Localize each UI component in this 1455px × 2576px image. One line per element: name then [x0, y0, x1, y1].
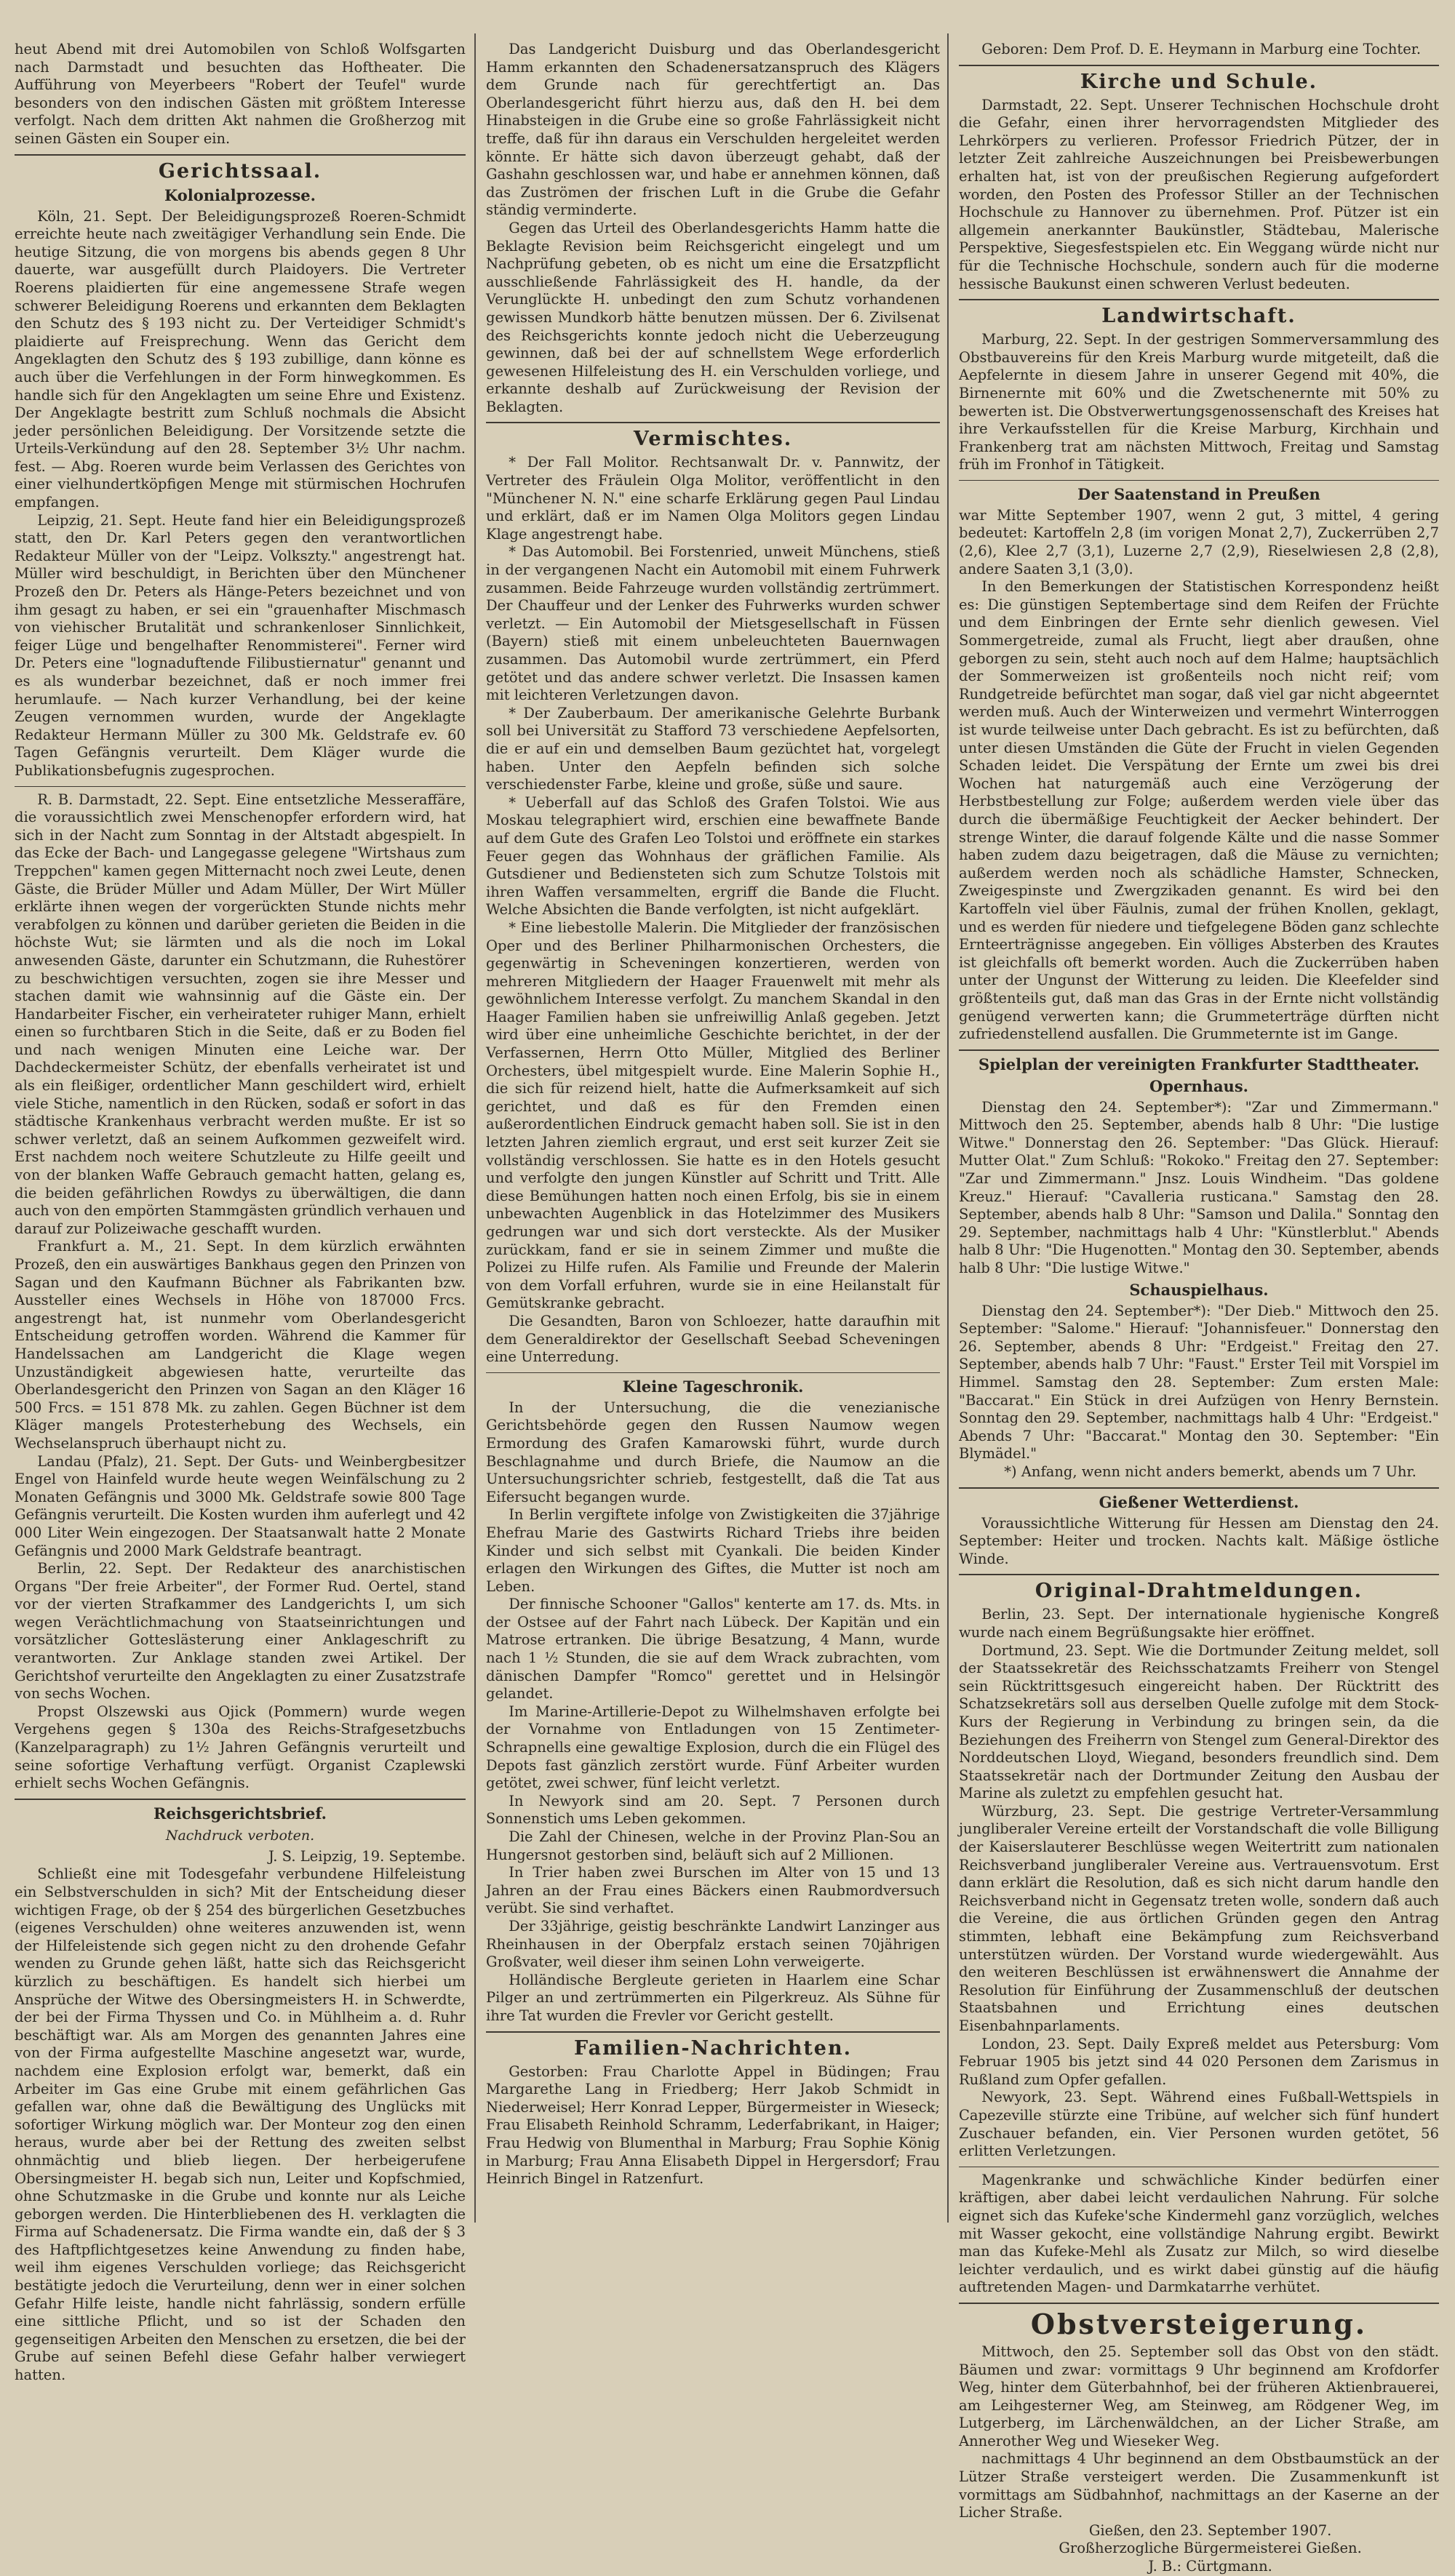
article-paragraph: Dienstag den 24. September*): "Zar und Zimmermann." Mittwoch den 25. September, abends halb 8 Uhr: "Die lustige Witwe." Donnerstag den 26. September: "Das Glück. Hierauf: Mutter Olat." Zum Schluß: "Rokoko." Freitag den 27. September: "Zar und Zimmermann." Jnsz. Louis Windheim. "Das goldene Kreuz." Hierauf: "Cavalleria rusticana." Samstag den 28. September, abends halb 8 Uhr: "Samson und Dalila." Sonntag den 29. September, nachmittags halb 4 Uhr: "Künstlerblut." Abends halb 8 Uhr: "Die Hugenotten." Montag den 30. September, abends halb 8 Uhr: "Die lustige Witwe."	[959, 1098, 1439, 1277]
section-title-tageschronik: Kleine Tageschronik.	[622, 1377, 804, 1396]
section-title-spielplan: Spielplan der vereinigten Frankfurter Stadttheater.	[978, 1055, 1420, 1073]
section-title-wetterdienst: Gießener Wetterdienst.	[1099, 1492, 1299, 1511]
section-title-gerichtssaal: Gerichtssaal.	[158, 159, 322, 183]
article-paragraph: Darmstadt, 22. Sept. Unserer Technischen Hochschule droht die Gefahr, einen ihrer hervorragendsten Mitglieder des Lehrkörpers zu verlieren. Professor Friedrich Pützer, der in letzter Zeit zahlreiche Auszeichnungen bei Preisbewerbungen erhalten hat, ist von der preußischen Regierung aufgefordert worden, den Posten des Professor Stiller an der Technischen Hochschule zu Hannover zu übernehmen. Prof. Pützer ist ein allgemein anerkannter Baukünstler, Städtebau, Malerische Perspektive, Siegesfestspielen etc. Ein Weggang würde nicht nur für die Technische Hochschule, sondern auch für die moderne hessische Baukunst einen schweren Verlust bedeuten.	[959, 96, 1439, 292]
article-paragraph: war Mitte September 1907, wenn 2 gut, 3 mittel, 4 gering bedeutet: Kartoffeln 2,8 (im vorigen Monat 2,7), Zuckerrüben 2,7 (2,6), Klee 2,7 (3,1), Luzerne 2,7 (2,9), Rieselwiesen 2,8 (2,8), andere Saaten 3,1 (3,0).	[959, 506, 1439, 577]
section-title-obstversteigerung: Obstversteigerung.	[1030, 2307, 1368, 2340]
article-paragraph: Holländische Bergleute gerieten in Haarlem eine Schar Pilger an und zertrümmerten ein Pilgerkreuz. Als Sühne für ihre Tat wurden die Frevler vor Gericht gestellt.	[486, 1971, 940, 2024]
section-title-familien: Familien-Nachrichten.	[573, 2036, 853, 2060]
section-title-reichsgerichtsbrief: Reichsgerichtsbrief.	[153, 1804, 327, 1823]
article-paragraph: In der Untersuchung, die die venezianische Gerichtsbehörde gegen den Russen Naumow wegen Ermordung des Grafen Kamarowski führt, wurde durch Beschlagnahme und durch Briefe, die Naumow an die Untersuchungsrichter schrieb, festgestellt, daß die Tat aus Eifersucht begangen wurde.	[486, 1399, 940, 1505]
intro-paragraph: heut Abend mit drei Automobilen von Schloß Wolfsgarten nach Darmstadt und besuchten das Hoftheater. Die Aufführung von Meyerbeers "Robert der Teufel" wurde besonders von den indischen Gästen mit größtem Interesse verfolgt. Nach dem dritten Akt nahmen die Großherzog mit seinen Gästen ein Souper ein.	[15, 41, 466, 147]
section-subtitle-saatenstand: Der Saatenstand in Preußen	[1077, 484, 1320, 503]
column-divider	[947, 33, 949, 2223]
article-paragraph: Landau (Pfalz), 21. Sept. Der Guts- und Weinbergbesitzer Engel von Hainfeld wurde heute wegen Weinfälschung zu 2 Monaten Gefängnis und 3000 Mk. Geldstrafe sowie 800 Tage Gefängnis verurteilt. Die Kosten wurden ihm auferlegt und 42 000 Liter Wein eingezogen. Der Staatsanwalt hatte 2 Monate Gefängnis und 2000 Mark Geldstrafe beantragt.	[15, 1452, 466, 1559]
section-subtitle-schauspielhaus: Schauspielhaus.	[1129, 1280, 1269, 1299]
section-divider	[959, 1049, 1439, 1051]
article-paragraph: Köln, 21. Sept. Der Beleidigungsprozeß Roeren-Schmidt erreichte heute nach zweitägiger Verhandlung sein Ende. Die heutige Sitzung, die von morgens bis abends gegen 8 Uhr dauerte, war ausgefüllt durch Plaidoyers. Die Vertreter Roerens plaidierten für eine angemessene Strafe wegen schwerer Beleidigung Roerens und erkannten dem Beklagten den Schutz des § 193 nicht zu. Der Verteidiger Schmidt's plaidierte auf Freisprechung. Wenn das Gericht dem Angeklagten den Schutz des § 193 zubillige, dann könne es auch über die Verfehlungen in der Form hinwegkommen. Es handle sich für den Angeklagten um seine Ehre und Existenz. Der Angeklagte bestritt zum Schluß nochmals die Absicht jeder persönlichen Beleidigung. Der Vorsitzende setzte die Urteils-Verkündung auf den 28. September 3½ Uhr nachm. fest. — Abg. Roeren wurde beim Verlassen des Gerichtes von einer vielhundertköpfigen Menge mit stürmischen Hochrufen empfangen.	[15, 207, 466, 511]
column-middle	[486, 41, 940, 2215]
footnote: *) Anfang, wenn nicht anders bemerkt, abends um 7 Uhr.	[1004, 1463, 1416, 1480]
column-left	[15, 41, 466, 2384]
section-divider	[959, 65, 1439, 66]
article-paragraph: Newyork, 23. Sept. Während eines Fußball-Wettspiels in Capezeville stürzte eine Tribüne, auf welcher sich fünf hundert Zuschauer befanden, ein. Vier Personen wurden getötet, 56 erlitten Verletzungen.	[959, 2089, 1439, 2160]
article-paragraph: Marburg, 22. Sept. In der gestrigen Sommerversammlung des Obstbauvereins für den Kreis Marburg wurde mitgeteilt, daß die Aepfelernte in diesem Jahre in unserer Gegend mit 40%, die Birnenernte mit 60% und die Zwetschenernte mit 50% zu bewerten ist. Die Obstverwertungsgenossenschaft des Kreises hat ihre Verkaufsstellen für die Kreise Marburg, Kirchhain und Frankenberg trat am nächsten Mittwoch, Freitag und Samstag früh im Fronhof in Tätigkeit.	[959, 331, 1439, 473]
article-paragraph: * Das Automobil. Bei Forstenried, unweit Münchens, stieß in der vergangenen Nacht ein Automobil mit einem Fuhrwerk zusammen. Beide Fahrzeuge wurden vollständig zertrümmert. Der Chauffeur und der Lenker des Fuhrwerks wurden schwer verletzt. — Ein Automobil der Mietsgesellschaft in Füssen (Bayern) stieß mit einem unbeleuchteten Bauernwagen zusammen. Das Automobil wurde zertrümmert, ein Pferd getötet und das andere schwer verletzt. Die Insassen kamen mit leichteren Verletzungen davon.	[486, 543, 940, 704]
section-divider	[959, 2303, 1439, 2304]
article-paragraph: Geboren: Dem Prof. D. E. Heymann in Marburg eine Tochter.	[981, 41, 1422, 57]
article-paragraph: Mittwoch, den 25. September soll das Obst von den städt. Bäumen und zwar: vormittags 9 Uhr beginnend am Krofdorfer Weg, hinter dem Güterbahnhof, bei der früheren Aktienbrauerei, am Leihgesterner Weg, am Steinweg, am Rödgener Weg, im Lutgerberg, im Lärchenwäldchen, an der Licher Straße, am Annerother Weg und Wieseker Weg.	[959, 2343, 1439, 2449]
article-paragraph: * Eine liebestolle Malerin. Die Mitglieder der französischen Oper und des Berliner Philharmonischen Orchesters, die gegenwärtig in Scheveningen konzertieren, werden von mehreren Mitgliedern der Haager Frauenwelt mit mehr als gewöhnlichem Interesse verfolgt. Zu manchem Skandal in den Haager Familien haben sie unfreiwillig Anlaß gegeben. Jetzt wird über eine unheimliche Geschichte berichtet, in der der Verfassernen, Herrn Otto Müller, Mitglied des Berliner Orchesters, übel mitgespielt wurde. Eine Malerin Sophie H., die sich für reizend hielt, hatte die Aufmerksamkeit auf sich gerichtet, und daß es für den Fremden einen außerordentlichen Eindruck gemacht haben soll. Sie ist in den letzten Jahren ziemlich ergraut, und erst seit kurzer Zeit sie vollständig verschlossen. Sie hatte es in den Hotels gesucht und verfolgte den jungen Künstler auf Schritt und Tritt. Alle diese Bemühungen hatten noch einen Erfolg, bis sie in einem unbewachten Augenblick in das Hotelzimmer des Musikers gedrungen war und sich dort versteckte. Als der Musiker zurückkam, fand er sie in seinem Zimmer und mußte die Polizei zu Hilfe rufen. Als Familie und Freunde der Malerin von dem Vorfall erfuhren, wurde sie in eine Heilanstalt für Gemütskranke gebracht.	[486, 919, 940, 1312]
section-divider	[959, 1574, 1439, 1575]
article-paragraph: Propst Olszewski aus Ojick (Pommern) wurde wegen Vergehens gegen § 130a des Reichs-Strafgesetzbuchs (Kanzelparagraph) zu 1½ Jahren Gefängnis verurteilt und seine sofortige Verhaftung verfügt. Organist Czaplewski erhielt sechs Wochen Gefängnis.	[15, 1703, 466, 1792]
section-divider	[15, 1799, 466, 1800]
article-paragraph: Leipzig, 21. Sept. Heute fand hier ein Beleidigungsprozeß statt, den Dr. Karl Peters gegen den verantwortlichen Redakteur Müller von der "Leipz. Volkszty." angestrengt hat. Müller wird beschuldigt, in Berichten über den Münchener Prozeß den Dr. Peters als Hänge-Peters bezeichnet und von ihm gesagt zu haben, er sei ein "grauenhafter Mischmasch von viehischer Brutalität und schrankenloser Sinnlichkeit, feiger Lüge und bengelhafter Renommisterei". Ferner wird Dr. Peters eine "lognaduftende Filibustiernatur" genannt und es als wunderbar bezeichnet, daß er noch immer frei herumlaufe. — Nach kurzer Verhandlung, bei der keine Zeugen vernommen wurden, wurde der Angeklagte Redakteur Hermann Müller zu 300 Mk. Geldstrafe ev. 60 Tagen Gefängnis verurteilt. Dem Kläger wurde die Publikationsbefugnis zugesprochen.	[15, 511, 466, 779]
section-subtitle: Kolonialprozesse.	[164, 185, 316, 204]
closing-office: Großherzogliche Bürgermeisterei Gießen.	[1059, 2540, 1362, 2557]
section-subtitle: Nachdruck verboten.	[165, 1827, 315, 1844]
dateline: J. S. Leipzig, 19. Septembe.	[268, 1847, 466, 1865]
section-divider	[959, 299, 1439, 300]
article-paragraph: * Der Fall Molitor. Rechtsanwalt Dr. v. Pannwitz, der Vertreter des Fräulein Olga Molitor, veröffentlicht in den "Münchener N. N." eine scharfe Erklärung gegen Paul Lindau und erklärt, daß er im Namen Olga Molitors gegen Lindau Klage angestrengt habe.	[486, 454, 940, 543]
section-divider	[486, 1372, 940, 1373]
article-paragraph: nachmittags 4 Uhr beginnend an dem Obstbaumstück an der Lützer Straße versteigert werden. Die Zusammenkunft ist vormittags am Südbahnhof, nachmittags an der Kaserne an der Licher Straße.	[959, 2450, 1439, 2521]
advertisement-notice: Magenkranke und schwächliche Kinder bedürfen einer kräftigen, aber dabei leicht verdaulichen Nahrung. Für solche eignet sich das Kufeke'sche Kindermehl ganz vorzüglich, welches mit Wasser gekocht, eine vollständige Nahrung ergibt. Bewirkt man das Kufeke-Mehl als Zusatz zur Milch, so wird dieselbe leichter verdaulich, und es wirkt dabei günstig auf die häufig auftretenden Magen- und Darmkatarrhe verhütet.	[959, 2171, 1439, 2296]
article-paragraph: Voraussichtliche Witterung für Hessen am Dienstag den 24. September: Heiter und trocken. Nachts kalt. Mäßige östliche Winde.	[959, 1514, 1439, 1567]
closing-place: Gießen, den 23. September 1907.	[1088, 2521, 1332, 2539]
section-divider	[959, 480, 1439, 481]
article-paragraph: Dortmund, 23. Sept. Wie die Dortmunder Zeitung meldet, soll der Staatssekretär des Reichsschatzamts Freiherr von Stengel sein Rücktrittsgesuch eingereicht haben. Der Rücktritt des Schatzsekretärs soll aus derselben Quelle zufolge mit dem Stock-Kurs der Regierung in Verbindung zu bringen sein, da die Beziehungen des Freiherrn von Stengel zum General-Direktor des Norddeutschen Lloyd, Wiegand, besonders freundlich sind. Dem Staatssekretär nach der Dortmunder Zeitung den Ausbau der Marine als zuletzt zu empfehlen gesucht hat.	[959, 1641, 1439, 1802]
article-paragraph: In Newyork sind am 20. Sept. 7 Personen durch Sonnenstich ums Leben gekommen.	[486, 1792, 940, 1828]
article-paragraph: Würzburg, 23. Sept. Die gestrige Vertreter-Versammlung jungliberaler Vereine erteilt der Vorstandschaft die volle Billigung der Kaiserslauterer Beschlüsse wegen Weitertritt zum nationalen Reichsverband jungliberaler Vereine aus. Vertrauensvotum. Erst dann erklärt die Resolution, daß es sich nicht darum handle den Reichsverband nicht in Gegensatz treten wolle, sondern daß auch die Vereine, die aus örtlichen Gründen gegen den Antrag stimmten, lebhaft eine Bekämpfung zum Reichsverband unterstützen würden. Der Vorstand wurde wiedergewählt. Aus den weiteren Beschlüssen ist erwähnenswert die Annahme der Resolution für Einführung der Zusammenschluß der deutschen Staatsbahnen und Errichtung eines deutschen Eisenbahnparlaments.	[959, 1802, 1439, 2034]
article-paragraph: Die Gesandten, Baron von Schloezer, hatte daraufhin mit dem Generaldirektor der Gesellschaft Seebad Scheveningen eine Unterredung.	[486, 1312, 940, 1366]
section-subtitle-opernhaus: Opernhaus.	[1149, 1076, 1248, 1095]
section-title-drahtmeldungen: Original-Drahtmeldungen.	[1035, 1580, 1363, 1603]
section-title-landwirtschaft: Landwirtschaft.	[1101, 305, 1296, 328]
section-divider	[15, 786, 466, 787]
article-paragraph: Berlin, 22. Sept. Der Redakteur des anarchistischen Organs "Der freie Arbeiter", der Former Rud. Oertel, stand vor der vierten Strafkammer des Landgerichts I, um sich wegen Verächtlichmachung von Staatseinrichtungen und vorsätzlicher Gotteslästerung einer Anklageschrift zu verantworten. Zur Anklage standen zwei Artikel. Der Gerichtshof verurteilte den Angeklagten zu einer Zusatzstrafe von sechs Wochen.	[15, 1560, 466, 1703]
article-paragraph: Der 33jährige, geistig beschränkte Landwirt Lanzinger aus Rheinhausen in der Oberpfalz erstach seinen 70jährigen Großvater, weil dieser ihm seinen Lohn verweigerte.	[486, 1917, 940, 1971]
article-paragraph: Gestorben: Frau Charlotte Appel in Büdingen; Frau Margarethe Lang in Friedberg; Herr Jakob Schmidt in Niederweisel; Herr Konrad Lepper, Bürgermeister in Wieseck; Frau Elisabeth Reinhold Schramm, Lederfabrikant, in Haiger; Frau Hedwig von Blumenthal in Marburg; Frau Sophie König in Marburg; Frau Anna Elisabeth Dippel in Hergersdorf; Frau Heinrich Bingel in Ratzenfurt.	[486, 2063, 940, 2188]
column-right	[959, 41, 1439, 2575]
article-paragraph: Im Marine-Artillerie-Depot zu Wilhelmshaven erfolgte bei der Vornahme von Entladungen von 15 Zentimeter-Schrapnells eine gewaltige Explosion, durch die ein Flügel des Depots fast gänzlich zerstört wurde. Fünf Arbeiter wurden getötet, zwei schwer, fünf leicht verletzt.	[486, 1703, 940, 1792]
article-paragraph: London, 23. Sept. Daily Expreß meldet aus Petersburg: Vom Februar 1905 bis jetzt sind 44 020 Personen dem Zarismus in Rußland zum Opfer gefallen.	[959, 2035, 1439, 2088]
closing-name: J. B.: Cürtgmann.	[1148, 2558, 1272, 2575]
article-paragraph: Dienstag den 24. September*): "Der Dieb." Mittwoch den 25. September: "Salome." Hierauf: "Johannisfeuer." Donnerstag den 26. September, abends 8 Uhr: "Erdgeist." Freitag den 27. September, abends halb 7 Uhr: "Faust." Erster Teil mit Vorspiel im Himmel. Samstag den 28. September: Zum ersten Male: "Baccarat." Ein Stück in drei Aufzügen von Henry Bernstein. Sonntag den 29. September, nachmittags halb 4 Uhr: "Erdgeist." Abends 7 Uhr: "Baccarat." Montag den 30. September: "Ein Blymädel."	[959, 1302, 1439, 1463]
article-paragraph: Berlin, 23. Sept. Der internationale hygienische Kongreß wurde nach einem Begrüßungsakte hier eröffnet.	[959, 1606, 1439, 1641]
column-divider	[474, 33, 476, 2223]
article-paragraph: * Ueberfall auf das Schloß des Grafen Tolstoi. Wie aus Moskau telegraphiert wird, erschien eine bewaffnete Bande auf dem Gute des Grafen Leo Tolstoi und eröffnete ein starkes Feuer gegen das Wohnhaus der gräflichen Familie. Als Gutsdiener und Bediensteten sich zum Schutze Tolstois mit ihren Waffen versammelten, ergriff die Bande die Flucht. Welche Absichten die Bande verfolgten, ist nicht aufgeklärt.	[486, 793, 940, 919]
section-divider	[486, 422, 940, 423]
article-paragraph: * Der Zauberbaum. Der amerikanische Gelehrte Burbank soll bei Universität zu Stafford 73 verschiedene Aepfelsorten, die er auf ein und demselben Baum gezüchtet hat, vorgelegt haben. Unter den Aepfeln befinden sich solche verschiedenster Farbe, kleine und große, süße und saure.	[486, 704, 940, 793]
article-paragraph: In den Bemerkungen der Statistischen Korrespondenz heißt es: Die günstigen Septembertage sind dem Reifen der Früchte und dem Einbringen der Ernte sehr dienlich gewesen. Viel Sommergetreide, zumal als Frucht, liegt aber draußen, ohne geborgen zu sein, steht auch noch auf dem Halme; hauptsächlich der Sommerweizen ist großenteils noch nicht reif; vom Rundgetreide befürchtet man sogar, daß viel gar nicht abgeerntet werden muß. Auch der Winterweizen und vermehrt Winterroggen ist wurde teilweise unter Dach gebracht. Es ist zu befürchten, daß unter diesen Umständen die Güte der Frucht in vielen Gegenden Schaden leidet. Die Verspätung der Ernte um zwei bis drei Wochen hat naturgemäß auch eine Verzögerung der Herbstbestellung zur Folge; außerdem werden viele über das durch die übermäßige Feuchtigkeit der Aecker behindert. Der strenge Winter, die darauf folgende Kälte und die nasse Sommer haben zudem dazu beigetragen, daß die Mäuse zu vernichten; außerdem werden noch als schädliche Hamster, Schnecken, Zweigespinste und Zwergzikaden genannt. Es wird bei den Kartoffeln viel über Fäulnis, zumal der frühen Knollen, geklagt, und es werden für niedere und tiefgelegene Böden ganz schlechte Ernteerträgnisse angegeben. Ein völliges Absterben des Krautes ist gleichfalls oft bemerkt worden. Auch die Zuckerrüben haben unter der Ungunst der Witterung zu leiden. Die Kleefelder sind größtenteils gut, daß man das Gras in der Ernte nicht vollständig genügend verwerten kann; die Grummeterträge dürften nicht zufriedenstellend ausfallen. Die Grummeternte ist im Gange.	[959, 578, 1439, 1043]
article-paragraph: R. B. Darmstadt, 22. Sept. Eine entsetzliche Messeraffäre, die voraussichtlich zwei Menschenopfer erfordern wird, hat sich in der Nacht zum Sonntag in der Altstadt abgespielt. In das Ecke der Bach- und Langegasse gelegene "Wirtshaus zum Treppchen" kamen gegen Mitternacht noch zwei Leute, denen Gäste, die Brüder Müller und Adam Müller, Der Wirt Müller erklärte ihnen wegen der vorgerückten Stunde nichts mehr verabfolgen zu können und darüber gerieten die Beiden in die höchste Wut; sie lärmten und als die noch im Lokal anwesenden Gäste, darunter ein Schutzmann, die Ruhestörer zu beschwichtigen versuchten, zogen sie ihre Messer und stachen damit wie wahnsinnig auf die Gäste ein. Der Handarbeiter Fischer, ein verheirateter ruhiger Mann, erhielt einen so furchtbaren Stich in die Seite, daß er zu Boden fiel und nach wenigen Minuten eine Leiche war. Der Dachdeckermeister Schütz, der ebenfalls verheiratet ist und als ein fleißiger, ordentlicher Mann geschildert wird, erhielt viele Stiche, namentlich in den Rücken, sodaß er sofort in das städtische Krankenhaus verbracht werden mußte. Er ist so schwer verletzt, daß an seinem Aufkommen gezweifelt wird. Erst nachdem noch weitere Schutzleute zu Hilfe geeilt und von der blanken Waffe Gebrauch gemacht hatten, gelang es, die beiden gefährlichen Rowdys zu überwältigen, die dann auch von den empörten Stammgästen gründlich verhauen und darauf zur Polizeiwache geschafft wurden.	[15, 791, 466, 1237]
section-divider	[486, 2031, 940, 2033]
article-paragraph: Das Landgericht Duisburg und das Oberlandesgericht Hamm erkannten den Schadenersatzanspruch des Klägers dem Grunde nach für gerechtfertigt an. Das Oberlandesgericht führt hierzu aus, daß den H. bei dem Hinabsteigen in die Grube eine so große Fahrlässigkeit nicht treffe, daß für ihn daraus ein Verschulden hergeleitet werden könnte. Er hätte sich davon überzeugt gehabt, daß der Gashahn geschlossen war, und habe er annehmen können, daß das Zuströmen der frischen Luft in die Grube die Gefahr ständig verminderte.	[486, 41, 940, 219]
section-title-vermischtes: Vermischtes.	[633, 428, 793, 451]
article-paragraph: Die Zahl der Chinesen, welche in der Provinz Plan-Sou an Hungersnot gestorben sind, beläuft sich auf 2 Millionen.	[486, 1828, 940, 1863]
article-paragraph: Der finnische Schooner "Gallos" kenterte am 17. ds. Mts. in der Ostsee auf der Fahrt nach Lübeck. Der Kapitän und ein Matrose ertranken. Die übrige Besatzung, 4 Mann, wurde nach 1 ½ Stunden, die sie auf dem Wrack zubrachten, vom dänischen Dampfer "Romco" gerettet und in Helsingör gelandet.	[486, 1596, 940, 1703]
article-paragraph: Frankfurt a. M., 21. Sept. In dem kürzlich erwähnten Prozeß, den ein auswärtiges Bankhaus gegen den Prinzen von Sagan und den Kaufmann Büchner als Fabrikanten bzw. Aussteller eines Wechsels in Höhe von 187000 Frcs. angestrengt hat, ist nunmehr vom Oberlandesgericht Entscheidung getroffen worden. Während die Kammer für Handelssachen am Landgericht die Klage wegen Unzuständigkeit abgewiesen hatte, verurteilte das Oberlandesgericht den Prinzen von Sagan an den Kläger 16 500 Frcs. = 151 878 Mk. zu zahlen. Gegen Büchner ist dem Kläger mangels Protesterhebung des Wechsels, ein Wechselanspruch überhaupt nicht zu.	[15, 1238, 466, 1452]
article-paragraph: In Berlin vergiftete infolge von Zwistigkeiten die 37jährige Ehefrau Marie des Gastwirts Richard Triebs ihre beiden Kinder und sich selbst mit Cyankali. Die beiden Kinder erlagen den Wirkungen des Giftes, die Mutter ist noch am Leben.	[486, 1506, 940, 1595]
section-divider	[15, 154, 466, 156]
article-paragraph: Gegen das Urteil des Oberlandesgerichts Hamm hatte die Beklagte Revision beim Reichsgericht eingelegt und um Nachprüfung gebeten, ob es nicht um eine die Ersatzpflicht ausschließende Fahrlässigkeit des H. handle, da der Verunglückte H. unbedingt den zum Schutz vorhandenen gewissen Mundkorb hätte benutzen müssen. Der 6. Zivilsenat des Reichsgerichts konnte jedoch nicht die Ueberzeugung gewinnen, daß bei der auf schnellstem Wege erforderlich gewesenen Hilfeleistung des H. ein Verschulden vorliege, und erkannte deshalb auf Zurückweisung der Revision der Beklagten.	[486, 219, 940, 415]
article-paragraph: In Trier haben zwei Burschen im Alter von 15 und 13 Jahren an der Frau eines Bäckers einen Raubmordversuch verübt. Sie sind verhaftet.	[486, 1864, 940, 1917]
section-title-kirche-schule: Kirche und Schule.	[1080, 70, 1318, 93]
section-divider	[959, 1487, 1439, 1489]
article-paragraph: Schließt eine mit Todesgefahr verbundene Hilfeleistung ein Selbstverschulden in sich? Mit der Entscheidung dieser wichtigen Frage, ob der § 254 des bürgerlichen Gesetzbuches (eigenes Verschulden) ohne weiteres anzuwenden ist, wenn der Hilfeleistende sich gegen nicht zu den drohende Gefahr wenden zu Grunde gehen läßt, hatte sich das Reichsgericht kürzlich zu beschäftigen. Es handelt sich hierbei um Ansprüche der Witwe des Obersingmeisters H. in Schwerdte, der bei der Firma Thyssen und Co. in Mühlheim a. d. Ruhr beschäftigt war. Als am Morgen des genannten Jahres eine von der Firma aufgestellte Maschine angesetzt war, wurde, nachdem eine Explosion erfolgt war, bemerkt, daß ein Arbeiter im Gas eine Grube mit einem gefährlichen Gas gefallen war, ohne daß die Bewältigung des Unglücks mit sofortiger Wirkung möglich war. Der Monteur zog den einen heraus, wurde aber bei der Rettung des zweiten selbst ohnmächtig und blieb liegen. Der herbeigerufene Obersingmeister H. begab sich nun, Leiter und Kopfschmied, ohne Schutzmaske in die Grube und konnte nur als Leiche geborgen werden. Die Hinterbliebenen des H. verklagten die Firma auf Schadenersatz. Die Firma wandte ein, daß der § 3 des Haftpflichtgesetzes keine Anwendung zu finden habe, weil ihm eigenes Verschulden vorliege; das Reichsgericht bestätigte jedoch die Verurteilung, denn wer in einer solchen Gefahr Hilfe leiste, handle nicht fahrlässig, sondern erfülle eine sittliche Pflicht, und so ist der Schaden den gegenseitigen Arbeiten den Menschen zu ersetzen, die bei der Grube auf seinen Befehl diese Gefahr halber verwiegert hatten.	[15, 1865, 466, 2384]
